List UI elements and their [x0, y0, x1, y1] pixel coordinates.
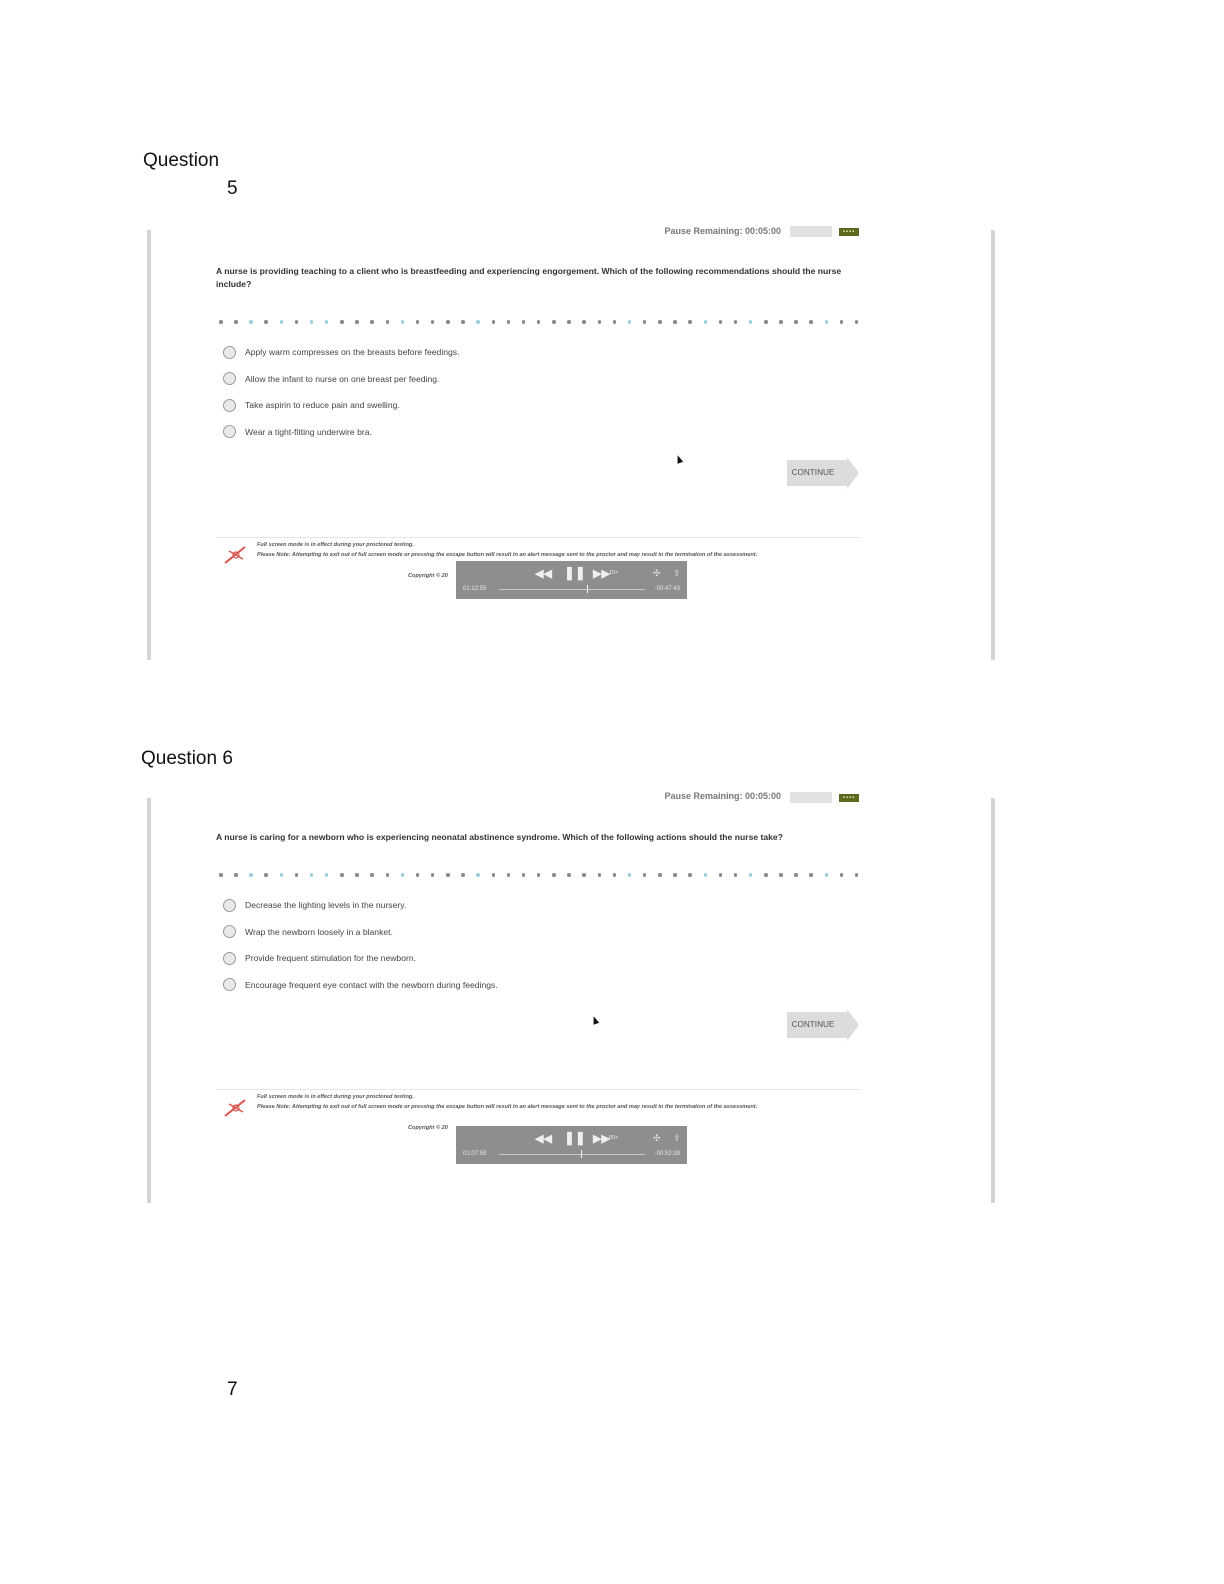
answer-option-label: Decrease the lighting levels in the nursery.: [245, 900, 407, 911]
question-6-screenshot: [147, 791, 995, 1203]
fast-forward-button[interactable]: ▶▶: [593, 1133, 610, 1145]
progress-dot: [809, 320, 813, 324]
question-progress-dots: [219, 872, 859, 878]
progress-dot: [249, 320, 253, 324]
progress-dot: [764, 873, 768, 877]
progress-dot: [340, 320, 344, 324]
progress-dot: [310, 320, 314, 324]
settings-icon[interactable]: ✣: [653, 568, 661, 578]
progress-dot: [431, 320, 435, 324]
scrubber-thumb[interactable]: [581, 1150, 583, 1158]
progress-dot: [598, 320, 602, 324]
progress-dot: [219, 320, 223, 324]
progress-dot: [537, 873, 541, 877]
fast-forward-button[interactable]: ▶▶: [593, 568, 610, 580]
pause-indicator-icon: ▪▪▪▪: [839, 228, 859, 236]
fullscreen-notice: Full screen mode is in effect during your proctored testing.: [257, 1094, 414, 1100]
answer-option-label: Provide frequent stimulation for the newborn.: [245, 953, 417, 964]
radio-button[interactable]: [223, 346, 236, 359]
progress-dot: [310, 873, 314, 877]
progress-dot: [840, 320, 844, 324]
escape-warning-note: Please Note: Attempting to exit out of full screen mode or pressing the escape button will result in an alert message sent to the proctor and may result in the termination of the assessment.: [257, 1104, 758, 1110]
video-player-controls: [456, 561, 687, 599]
progress-dot: [507, 873, 511, 877]
answer-option[interactable]: [223, 945, 498, 972]
progress-dot: [401, 873, 405, 877]
progress-dot: [416, 873, 420, 877]
screenshot-edge-right: [991, 230, 995, 660]
remaining-time: -00:47:43: [654, 586, 680, 592]
pause-icon[interactable]: ❚❚: [564, 565, 586, 580]
progress-dot: [416, 320, 420, 324]
share-icon[interactable]: ⇪: [673, 1133, 681, 1143]
pause-remaining-text: Pause Remaining: 00:05:00: [664, 791, 781, 801]
progress-dot: [355, 873, 359, 877]
progress-dot: [628, 320, 632, 324]
progress-dot: [764, 320, 768, 324]
scrubber-thumb[interactable]: [587, 585, 589, 593]
answer-options: [223, 339, 459, 445]
pause-remaining-text: Pause Remaining: 00:05:00: [664, 226, 781, 236]
answer-option[interactable]: [223, 972, 498, 999]
radio-button[interactable]: [223, 425, 236, 438]
screenshot-edge-left: [147, 230, 151, 660]
progress-dot: [598, 873, 602, 877]
progress-dot: [719, 320, 723, 324]
playback-speed[interactable]: 10×: [609, 570, 619, 576]
progress-dot: [855, 873, 859, 877]
progress-dot: [613, 873, 617, 877]
fullscreen-notice: Full screen mode is in effect during your proctored testing.: [257, 542, 414, 548]
progress-dot: [734, 873, 738, 877]
question-5-number: 5: [227, 178, 238, 199]
screenshot-edge-left: [147, 798, 151, 1203]
answer-options: [223, 892, 498, 998]
scrubber-track[interactable]: [499, 589, 645, 590]
answer-option-label: Allow the infant to nurse on one breast per feeding.: [245, 373, 440, 384]
playback-speed[interactable]: 60×: [609, 1135, 619, 1141]
answer-option-label: Take aspirin to reduce pain and swelling.: [245, 400, 400, 411]
progress-dot: [704, 873, 708, 877]
progress-dot: [234, 320, 238, 324]
progress-dot: [264, 320, 268, 324]
radio-button[interactable]: [223, 899, 236, 912]
progress-dot: [779, 320, 783, 324]
progress-dot: [688, 873, 692, 877]
video-player-controls: [456, 1126, 687, 1164]
radio-button[interactable]: [223, 399, 236, 412]
progress-dot: [325, 320, 329, 324]
progress-dot: [673, 873, 677, 877]
progress-dot: [825, 320, 829, 324]
progress-dot: [325, 873, 329, 877]
answer-option[interactable]: [223, 392, 459, 419]
radio-button[interactable]: [223, 952, 236, 965]
progress-dot: [219, 873, 223, 877]
radio-button[interactable]: [223, 372, 236, 385]
continue-button[interactable]: CONTINUE: [787, 1012, 847, 1038]
elapsed-time: 01:07:59: [463, 1151, 487, 1157]
screenshot-edge-right: [991, 798, 995, 1203]
progress-dot: [507, 320, 511, 324]
progress-dot: [386, 873, 390, 877]
fullscreen-warning-icon: [223, 1096, 249, 1118]
progress-dot: [446, 320, 450, 324]
pause-icon[interactable]: ❚❚: [564, 1130, 586, 1145]
progress-dot: [280, 320, 284, 324]
progress-dot: [567, 873, 571, 877]
progress-dot: [264, 873, 268, 877]
answer-option[interactable]: [223, 339, 459, 366]
progress-dot: [613, 320, 617, 324]
progress-dot: [673, 320, 677, 324]
progress-dot: [719, 873, 723, 877]
progress-dot: [234, 873, 238, 877]
escape-warning-note: Please Note: Attempting to exit out of full screen mode or pressing the escape button will result in an alert message sent to the proctor and may result in the termination of the assessment.: [257, 552, 758, 558]
progress-dot: [492, 320, 496, 324]
footer-divider: [216, 1089, 860, 1090]
continue-button[interactable]: CONTINUE: [787, 460, 847, 486]
progress-dot: [340, 873, 344, 877]
remaining-time: -00:52:39: [654, 1151, 680, 1157]
progress-dot: [794, 873, 798, 877]
progress-dot: [688, 320, 692, 324]
progress-dot: [492, 873, 496, 877]
progress-dot: [295, 320, 299, 324]
copyright-text: Copyright © 20: [408, 1125, 448, 1131]
question-6-label: Question 6: [141, 748, 233, 769]
answer-option-label: Encourage frequent eye contact with the newborn during feedings.: [245, 979, 498, 990]
pause-indicator-icon: ▪▪▪▪: [839, 794, 859, 802]
progress-dot: [370, 320, 374, 324]
radio-button[interactable]: [223, 925, 236, 938]
progress-dot: [446, 873, 450, 877]
progress-dot: [522, 873, 526, 877]
progress-dot: [809, 873, 813, 877]
progress-dot: [658, 320, 662, 324]
progress-dot: [749, 320, 753, 324]
answer-option[interactable]: [223, 366, 459, 393]
progress-dot: [401, 320, 405, 324]
progress-dot: [749, 873, 753, 877]
copyright-text: Copyright © 20: [408, 573, 448, 579]
progress-dot: [552, 873, 556, 877]
mouse-cursor-icon: [591, 1015, 599, 1025]
answer-option-label: Wear a tight-fitting underwire bra.: [245, 426, 372, 437]
progress-dot: [582, 320, 586, 324]
progress-dot: [537, 320, 541, 324]
progress-dot: [582, 873, 586, 877]
progress-dot: [643, 873, 647, 877]
pause-button[interactable]: [790, 792, 832, 803]
progress-dot: [658, 873, 662, 877]
answer-option[interactable]: [223, 892, 498, 919]
rewind-button[interactable]: ◀◀: [535, 1133, 552, 1145]
answer-option-label: Apply warm compresses on the breasts before feedings.: [245, 347, 460, 358]
progress-dot: [855, 320, 859, 324]
progress-dot: [386, 320, 390, 324]
progress-dot: [628, 873, 632, 877]
progress-dot: [476, 873, 480, 877]
progress-dot: [522, 320, 526, 324]
pause-button[interactable]: [790, 226, 832, 237]
settings-icon[interactable]: ✣: [653, 1133, 661, 1143]
progress-dot: [704, 320, 708, 324]
progress-dot: [249, 873, 253, 877]
progress-dot: [643, 320, 647, 324]
mouse-cursor-icon: [675, 454, 683, 464]
answer-option-label: Wrap the newborn loosely in a blanket.: [245, 926, 393, 937]
question-text: A nurse is caring for a newborn who is experiencing neonatal abstinence syndrome. Which of the following actions should the nurse take?: [216, 832, 783, 842]
progress-dot: [567, 320, 571, 324]
answer-option[interactable]: [223, 919, 498, 946]
progress-dot: [840, 873, 844, 877]
progress-dot: [734, 320, 738, 324]
progress-dot: [794, 320, 798, 324]
progress-dot: [431, 873, 435, 877]
scrubber-track[interactable]: [499, 1154, 645, 1155]
progress-dot: [476, 320, 480, 324]
progress-dot: [355, 320, 359, 324]
question-7-number: 7: [227, 1379, 238, 1400]
answer-option[interactable]: [223, 419, 459, 446]
share-icon[interactable]: ⇪: [673, 568, 681, 578]
progress-dot: [779, 873, 783, 877]
fullscreen-warning-icon: [223, 543, 249, 565]
progress-dot: [825, 873, 829, 877]
question-progress-dots: [219, 319, 859, 325]
elapsed-time: 01:12:55: [463, 586, 487, 592]
question-5-screenshot: [147, 226, 995, 660]
progress-dot: [295, 873, 299, 877]
radio-button[interactable]: [223, 978, 236, 991]
footer-divider: [216, 537, 860, 538]
question-5-label: Question: [143, 150, 220, 171]
progress-dot: [370, 873, 374, 877]
progress-dot: [461, 320, 465, 324]
question-text: A nurse is providing teaching to a client who is breastfeeding and experiencing engorgement. Which of the following recommendations should the nurse include?: [216, 266, 842, 289]
progress-dot: [461, 873, 465, 877]
progress-dot: [280, 873, 284, 877]
progress-dot: [552, 320, 556, 324]
rewind-button[interactable]: ◀◀: [535, 568, 552, 580]
